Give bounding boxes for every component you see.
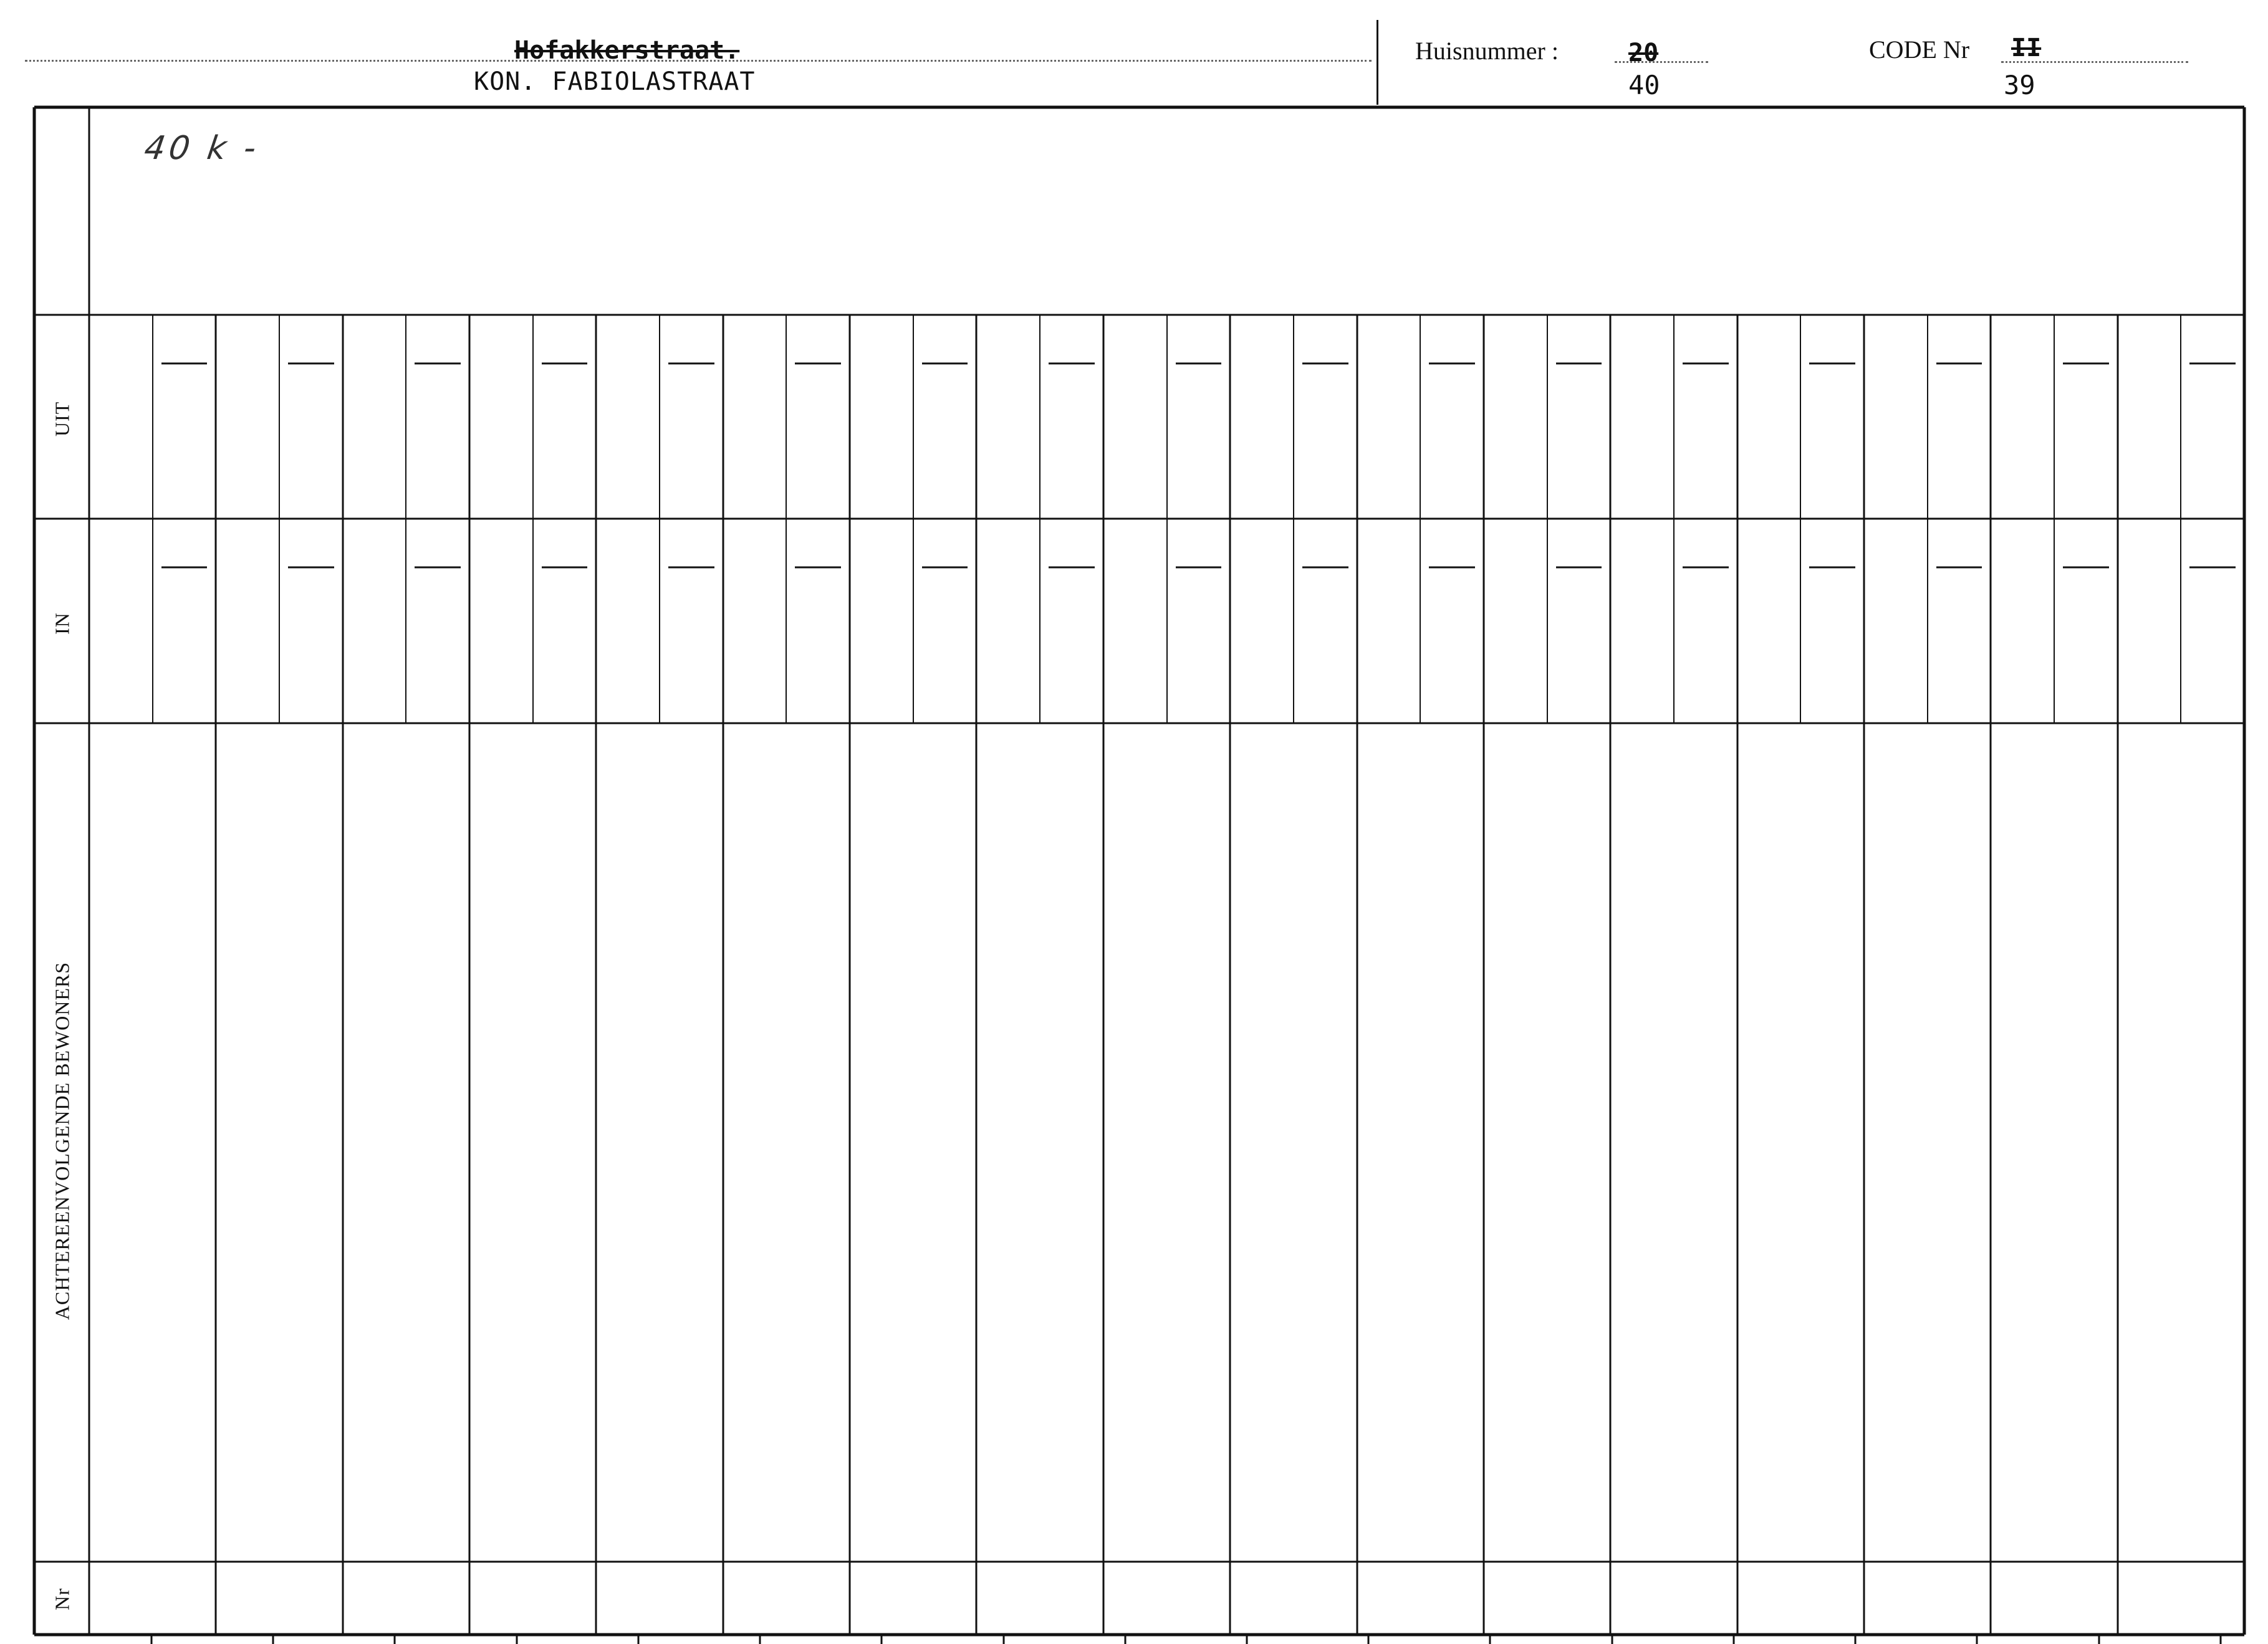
street-name-new: KON. FABIOLASTRAAT	[474, 67, 756, 96]
code-nr-new: 39	[2004, 70, 2035, 100]
street-name-old: Hofakkerstraat.	[514, 36, 740, 65]
row-label-nr: Nr	[50, 1588, 74, 1610]
row-label-uit: UIT	[50, 401, 74, 437]
huisnummer-label: Huisnummer :	[1415, 37, 1559, 65]
handwritten-note: 40 k -	[142, 130, 262, 167]
row-label-achtereenvolgende-bewoners: ACHTEREENVOLGENDE BEWONERS	[50, 961, 74, 1320]
row-label-in: IN	[50, 612, 74, 635]
code-nr-old: II	[2011, 34, 2042, 62]
code-nr-label: CODE Nr	[1869, 36, 1970, 64]
huisnummer-old: 20	[1628, 39, 1659, 67]
huisnummer-new: 40	[1628, 70, 1660, 100]
